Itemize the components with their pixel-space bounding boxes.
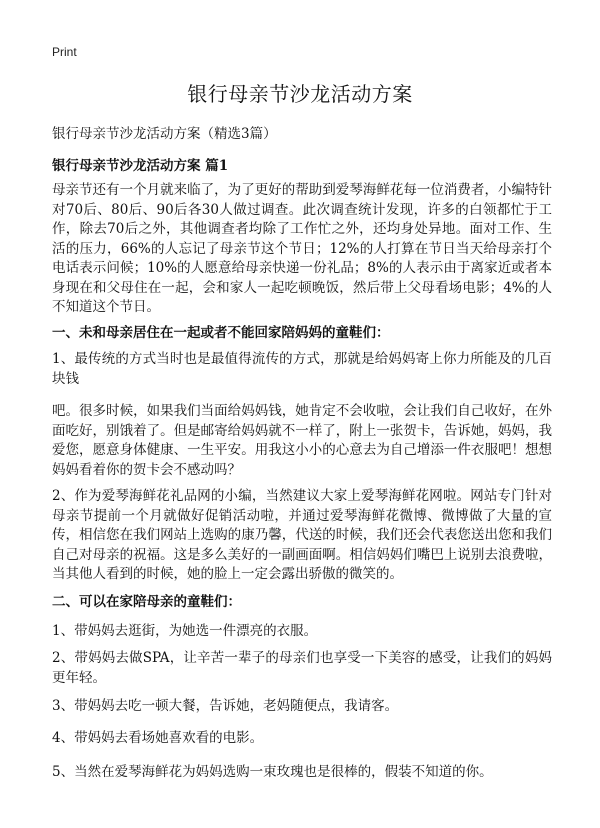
list-item: 1、带妈妈去逛街，为她选一件漂亮的衣服。 xyxy=(52,623,318,639)
page-title: 银行母亲节沙龙活动方案 xyxy=(187,82,413,106)
list-item: 3、带妈妈去吃一顿大餐，告诉她，老妈随便点，我请客。 xyxy=(52,698,399,714)
section-two-heading: 二、可以在家陪母亲的童鞋们： xyxy=(52,594,241,610)
section-one-paragraph-3: 2、作为爱琴海鲜花礼品网的小编，当然建议大家上爱琴海鲜花网啦。网站专门针对母亲节提前一个月就做好促销活动啦，并通过爱琴海鲜花微博、微博做了大量的宣传，相信您在我们网站上选购的康乃馨，代送的时候，我们还会代表您送出您和我们自己对母亲的祝福。这是多么美好的一副画面啊。相信妈妈们嘴巴上说别去浪费啦，当其他人看到的时候，她的脸上一定会露出骄傲的微笑的。 xyxy=(52,488,552,582)
print-link[interactable]: Print xyxy=(52,45,77,59)
section-one-paragraph-2: 吧。很多时候，如果我们当面给妈妈钱，她肯定不会收啦，会让我们自己收好，在外面吃好，别饿着了。但是邮寄给妈妈就不一样了，附上一张贺卡，告诉她，妈妈，我爱您，愿意身体健康、一生平安。用我这小小的心意去为自己增添一件衣服吧！想想妈妈看着你的贺卡会不感动吗？ xyxy=(52,403,552,478)
section-one-heading: 一、未和母亲居住在一起或者不能回家陪妈妈的童鞋们： xyxy=(52,325,390,341)
document-subtitle: 银行母亲节沙龙活动方案（精选3篇） xyxy=(52,126,277,142)
article-heading: 银行母亲节沙龙活动方案 篇1 xyxy=(52,158,229,174)
list-item: 2、带妈妈去做SPA，让辛苦一辈子的母亲们也享受一下美容的感受，让我们的妈妈更年轻。 xyxy=(52,650,552,686)
section-one-paragraph-1: 1、最传统的方式当时也是最值得流传的方式，那就是给妈妈寄上你力所能及的几百块钱 xyxy=(52,351,552,387)
list-item: 5、当然在爱琴海鲜花为妈妈选购一束玫瑰也是很棒的，假装不知道的你。 xyxy=(52,764,493,780)
list-item: 4、带妈妈去看场她喜欢看的电影。 xyxy=(52,730,264,746)
intro-paragraph: 母亲节还有一个月就来临了，为了更好的帮助到爱琴海鲜花每一位消费者，小编特针对70后、80后、90后各30人做过调查。此次调查统计发现，许多的白领都忙于工作，除去70后之外，其他调查者均除了工作忙之外，还均身处异地。面对工作、生活的压力，66%的人忘记了母亲节这个节日；12%的人打算在节日当天给母亲打个电话表示问候；10%的人愿意给母亲快递一份礼品；8%的人表示由于离家近或者本身现在和父母住在一起，会和家人一起吃顿晚饭，然后带上父母看场电影；4%的人不知道这个节日。 xyxy=(52,182,552,315)
